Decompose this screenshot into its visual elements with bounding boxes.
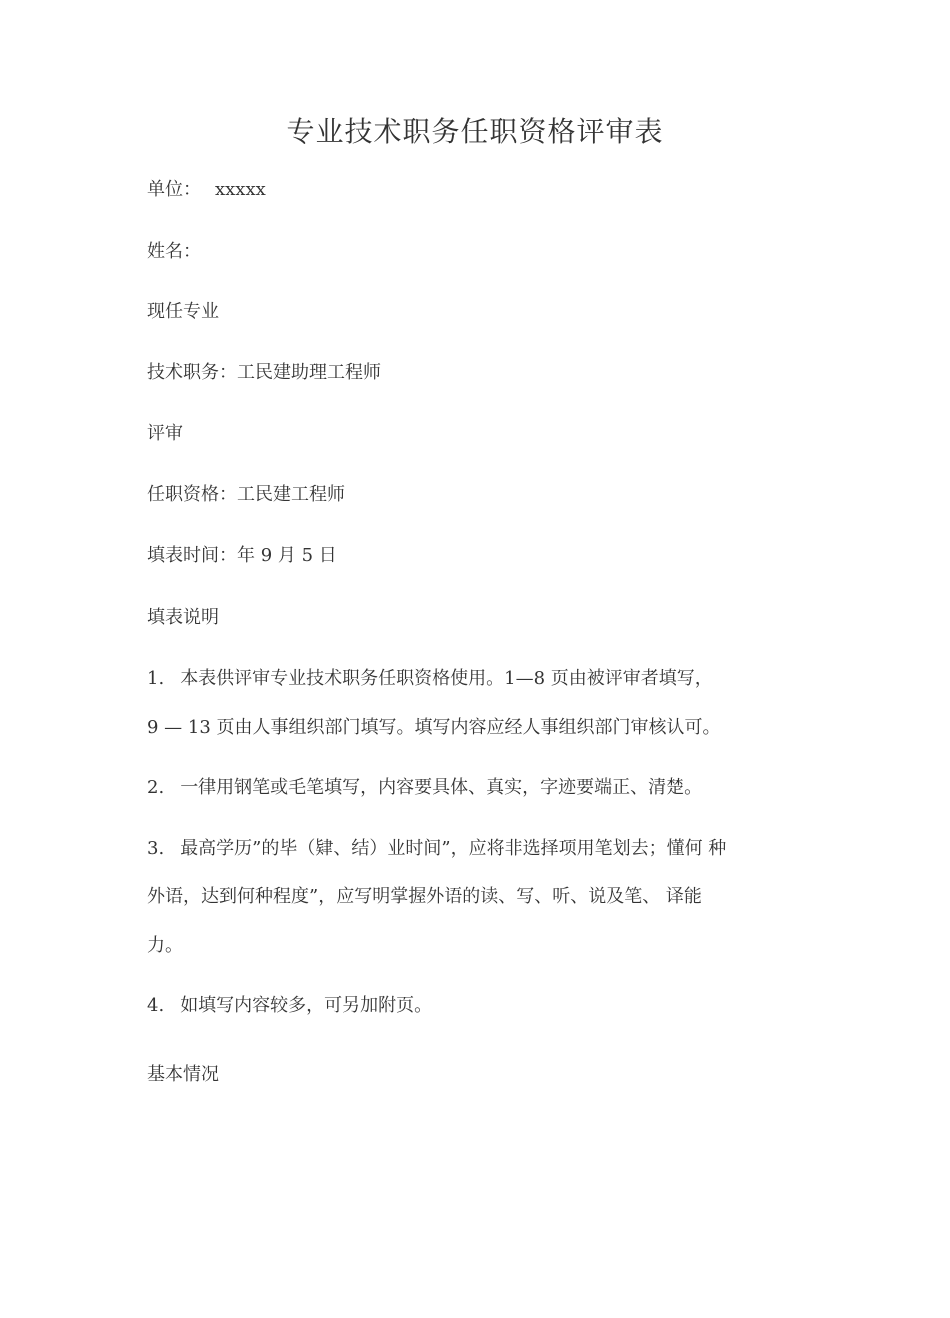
instruction-item-4 (147, 993, 432, 1019)
unit-line (147, 177, 266, 203)
instructions-heading: 填表说明 (147, 607, 219, 628)
instruction-item-2 (147, 775, 702, 801)
tech-position-line: 技术职务：工民建助理工程师 (147, 362, 381, 383)
name-line: 姓名： (147, 241, 201, 262)
instruction-number: 4. (147, 995, 165, 1016)
instruction-text: 本表供评审专业技术职务任职资格使用。1—8 页由被评审者填写， (180, 668, 713, 689)
unit-value: xxxxx (215, 179, 266, 200)
instruction-number: 2. (147, 777, 165, 798)
unit-label: 单位： (147, 179, 201, 200)
instruction-item-1-cont: 9 — 13 页由人事组织部门填写。填写内容应经人事组织部门审核认可。 (147, 717, 721, 738)
instruction-item-3-cont: 外语，达到何种程度”，应写明掌握外语的读、写、听、说及笔、 译能 (147, 886, 702, 907)
instruction-text: 最高学历”的毕（肄、结）业时间”，应将非选择项用笔划去；懂何 种 (180, 838, 727, 859)
instruction-item-3 (147, 836, 726, 862)
review-line: 评审 (147, 423, 183, 444)
document-title: 专业技术职务任职资格评审表 (286, 115, 664, 148)
instruction-text: 如填写内容较多，可另加附页。 (180, 995, 433, 1016)
instruction-number: 3. (147, 838, 165, 859)
instruction-text: 一律用钢笔或毛笔填写，内容要具体、真实，字迹要端正、清楚。 (180, 777, 703, 798)
qualification-line: 任职资格：工民建工程师 (147, 484, 345, 505)
instruction-number: 1. (147, 668, 165, 689)
fill-date-line: 填表时间：年 9 月 5 日 (147, 545, 337, 566)
current-major-line: 现任专业 (147, 301, 219, 322)
instruction-item-1 (147, 666, 713, 692)
basic-info-heading: 基本情况 (147, 1064, 219, 1085)
instruction-item-3-cont2: 力。 (147, 935, 183, 956)
